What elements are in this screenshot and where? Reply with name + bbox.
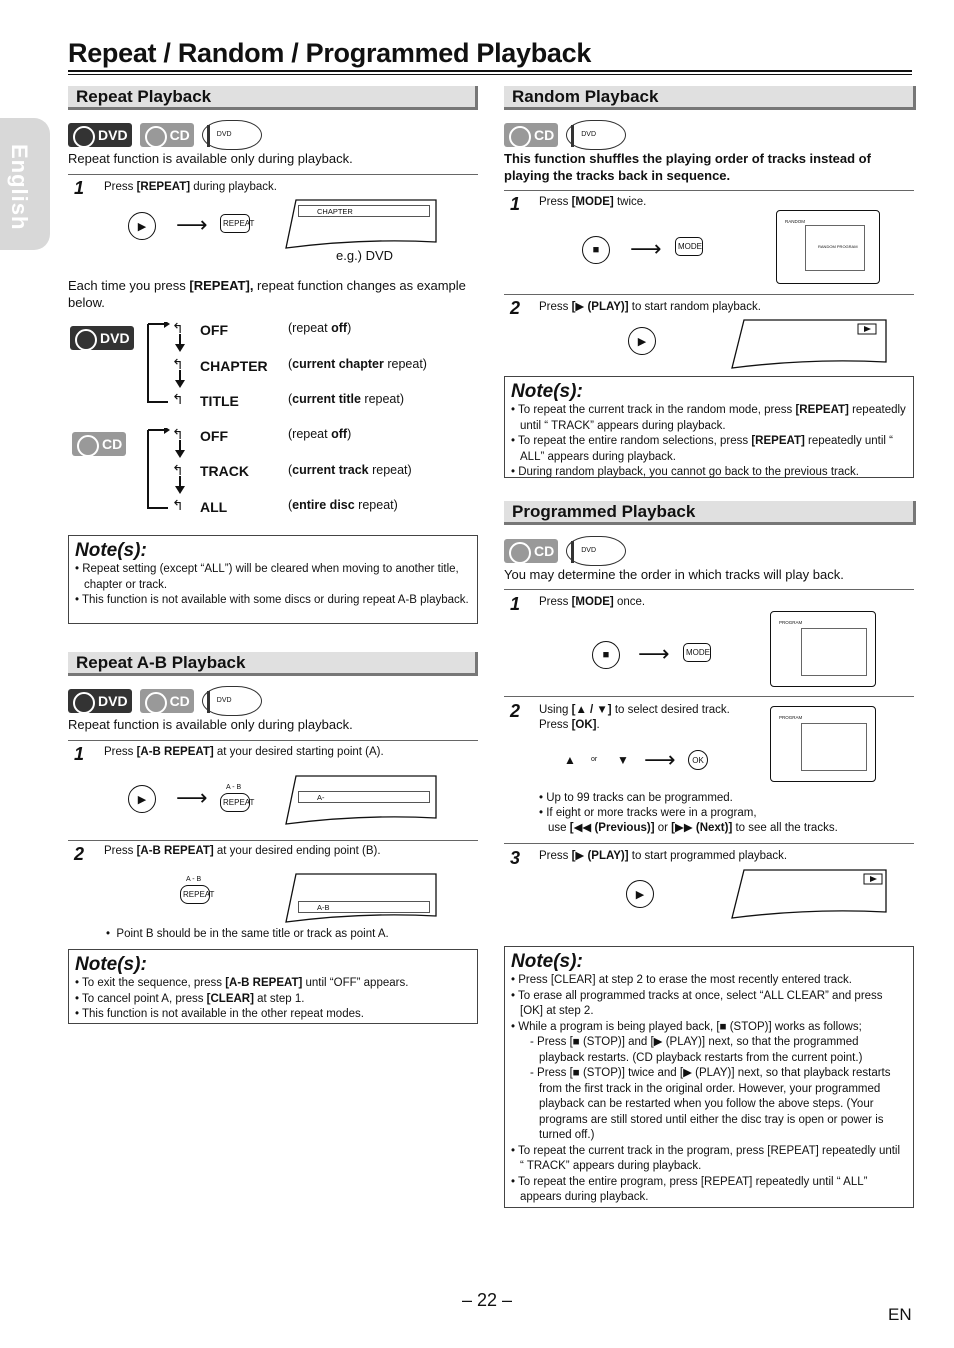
arrow-right-icon: ⟶ xyxy=(644,747,676,772)
note-item: • Press [CLEAR] at step 2 to erase the most recently entered track. xyxy=(511,974,852,986)
disc-tray-icon: DVD xyxy=(566,120,626,150)
tv-screen-icon xyxy=(730,318,890,370)
repeat-step1-text: Press [REPEAT] during playback. xyxy=(104,181,277,193)
program-step1-text: Press [MODE] once. xyxy=(539,596,646,608)
random-intro: This function shuffles the playing order of tracks instead of playing the tracks back in sequence. xyxy=(504,151,871,183)
step-number: 2 xyxy=(510,298,521,318)
note-item: • To repeat the current track in the random mode, press [REPEAT] repeatedly until “ TRACK” appears during playback. xyxy=(511,404,906,432)
program-step3-text: Press [▶ (PLAY)] to start programmed playback. xyxy=(539,850,788,862)
step-number: 2 xyxy=(510,701,521,721)
note-item: • To exit the sequence, press [A-B REPEAT] until “OFF” appears. xyxy=(75,977,409,989)
osd-ab-indicator: A- xyxy=(298,791,430,803)
note-item: • To cancel point A, press [CLEAR] at step 1. xyxy=(75,992,305,1005)
seq-label: OFF xyxy=(200,322,228,338)
note-item: • To repeat the entire random selections, press [REPEAT] repeatedly until “ ALL” appears during playback. xyxy=(511,435,894,463)
section-heading-program: Programmed Playback xyxy=(504,501,916,525)
seq-label: TITLE xyxy=(200,393,239,409)
repeat-icon: ↰ xyxy=(172,356,184,372)
ok-key: OK xyxy=(688,750,708,770)
divider xyxy=(68,740,478,741)
note-item: • To erase all programmed tracks at once, select “ALL CLEAR” and press [OK] at step 2. xyxy=(511,989,883,1017)
ab-key-top-label: A - B xyxy=(186,876,202,883)
note-item: • During random playback, you cannot go back to the previous track. xyxy=(511,466,859,478)
example-label: e.g.) DVD xyxy=(336,248,394,263)
tv-screen-icon xyxy=(284,872,438,924)
random-tv-screen xyxy=(776,210,880,284)
title-rule xyxy=(68,70,912,72)
ab-step2-text: Press [A-B REPEAT] at your desired ending point (B). xyxy=(104,845,381,857)
divider xyxy=(68,174,478,175)
note-subitem: - Press [■ (STOP)] and [▶ (PLAY)] next, so that the programmed playback restarts. (CD playback restarts from the current point.) xyxy=(530,1036,863,1064)
repeat-icon: ↰ xyxy=(172,426,184,442)
ab-notes-box xyxy=(68,949,478,1024)
tv-title: PROGRAM xyxy=(779,620,803,625)
play-button-icon: ▶ xyxy=(628,327,656,355)
step-number: 1 xyxy=(510,194,521,214)
arrow-right-icon: ⟶ xyxy=(638,641,670,666)
divider xyxy=(504,190,914,191)
media-badges xyxy=(504,536,626,566)
note-item: • To repeat the entire program, press [REPEAT] repeatedly until “ ALL” appears during playback. xyxy=(511,1175,868,1203)
seq-label: OFF xyxy=(200,428,228,444)
step-number: 3 xyxy=(510,848,521,868)
play-button-icon: ▶ xyxy=(626,880,654,908)
note-item: • While a program is being played back, [■ (STOP)] works as follows; xyxy=(511,1020,862,1033)
section-heading-ab: Repeat A-B Playback xyxy=(68,652,478,676)
ab-key-top-label: A - B xyxy=(226,784,242,791)
repeat-intro: Repeat function is available only during playback. xyxy=(68,151,353,166)
note-title: Note(s): xyxy=(75,954,147,975)
divider xyxy=(504,294,914,295)
step-number: 1 xyxy=(74,744,85,764)
divider xyxy=(504,589,914,590)
cd-badge: CD xyxy=(504,539,558,563)
random-notes-box xyxy=(504,376,914,478)
ab-intro: Repeat function is available only during playback. xyxy=(68,717,353,732)
cd-badge: CD xyxy=(504,123,558,147)
note-list xyxy=(75,976,471,1023)
up-arrow-icon: ▲ xyxy=(564,753,576,767)
mode-key: MODE xyxy=(675,237,703,256)
note-item: • This function is not available with some discs or during repeat A-B playback. xyxy=(75,594,469,606)
media-badges xyxy=(68,686,262,716)
divider xyxy=(68,840,478,841)
tv-title: RANDOM xyxy=(785,219,805,224)
language-side-tab xyxy=(0,118,50,250)
ab-bullet: • Point B should be in the same title or track as point A. xyxy=(106,928,389,940)
arrow-right-icon: ⟶ xyxy=(630,236,662,261)
tv-title: PROGRAM xyxy=(779,715,803,720)
note-title: Note(s): xyxy=(75,540,147,561)
media-badges xyxy=(68,120,262,150)
note-item: • This function is not available in the other repeat modes. xyxy=(75,1008,364,1020)
section-heading-random: Random Playback xyxy=(504,86,916,110)
seq-desc: (current chapter repeat) xyxy=(288,357,427,371)
stop-button-icon: ■ xyxy=(592,641,620,669)
repeat-key: REPEAT xyxy=(220,214,250,233)
cd-sequence-badge xyxy=(72,432,126,456)
ab-repeat-key: REPEAT xyxy=(220,793,250,812)
arrow-right-icon: ⟶ xyxy=(176,212,208,237)
program-bullets xyxy=(539,791,899,836)
disc-tray-icon: DVD xyxy=(202,120,262,150)
cd-badge: CD xyxy=(140,123,194,147)
repeat-icon: ↰ xyxy=(172,391,184,407)
stop-button-icon: ■ xyxy=(582,236,610,264)
note-title: Note(s): xyxy=(511,951,583,972)
language-code: EN xyxy=(888,1305,912,1324)
disc-tray-icon: DVD xyxy=(202,686,262,716)
play-button-icon: ▶ xyxy=(128,785,156,813)
program-tv-screen xyxy=(770,706,876,782)
seq-label: CHAPTER xyxy=(200,358,268,374)
language-side-tab-label: English xyxy=(7,144,32,231)
seq-desc: (current track repeat) xyxy=(288,463,412,477)
or-label: or xyxy=(591,756,598,763)
page-number: – 22 – xyxy=(462,1290,513,1310)
note-subitem: - Press [■ (STOP)] twice and [▶ (PLAY)] next, so that playback restarts from the first track in the original order. However, your programmed playback can be restarted when you follow the above steps. (Your programs are still stored until either the disc tray is open or power is turned off.) xyxy=(530,1067,891,1141)
repeat-icon: ↰ xyxy=(172,320,184,336)
note-title: Note(s): xyxy=(511,381,583,402)
ab-step1-text: Press [A-B REPEAT] at your desired starting point (A). xyxy=(104,746,384,758)
arrow-right-icon: ⟶ xyxy=(176,785,208,810)
cd-badge: CD xyxy=(72,432,126,456)
program-intro: You may determine the order in which tracks will play back. xyxy=(504,567,844,582)
step-number: 2 xyxy=(74,844,85,864)
program-notes-box xyxy=(504,946,914,1208)
repeat-notes-box xyxy=(68,535,478,624)
program-tv-screen xyxy=(770,611,876,687)
section-heading-repeat: Repeat Playback xyxy=(68,86,478,110)
osd-repeat-indicator: CHAPTER xyxy=(298,205,430,217)
tv-text: RANDOM PROGRAM xyxy=(818,244,858,249)
cd-badge: CD xyxy=(140,689,194,713)
note-item: • Repeat setting (except “ALL”) will be cleared when moving to another title, chapter or track. xyxy=(75,563,459,591)
mode-key: MODE xyxy=(683,643,711,662)
seq-desc: (repeat off) xyxy=(288,427,352,441)
play-button-icon: ▶ xyxy=(128,212,156,240)
divider xyxy=(504,843,914,844)
seq-desc: (current title repeat) xyxy=(288,392,405,406)
seq-label: ALL xyxy=(200,499,228,515)
dvd-badge: DVD xyxy=(68,123,132,147)
osd-ab-indicator: A-B xyxy=(298,901,430,913)
random-step2-text: Press [▶ (PLAY)] to start random playback. xyxy=(539,301,761,313)
note-item: • To repeat the current track in the program, press [REPEAT] repeatedly until “ TRACK” appears during playback. xyxy=(511,1144,901,1172)
disc-tray-icon: DVD xyxy=(566,536,626,566)
divider xyxy=(504,696,914,697)
seq-desc: (entire disc repeat) xyxy=(288,498,398,512)
dvd-sequence-badge xyxy=(70,326,134,350)
bullet-item: • If eight or more tracks were in a program, xyxy=(539,807,757,819)
repeat-icon: ↰ xyxy=(172,497,184,513)
note-list xyxy=(511,403,907,481)
bullet-item: use [◀◀ (Previous)] or [▶▶ (Next)] to see all the tracks. xyxy=(548,822,838,834)
down-arrow-icon: ▼ xyxy=(617,753,629,767)
page-title: Repeat / Random / Programmed Playback xyxy=(68,38,592,68)
seq-label: TRACK xyxy=(200,463,249,479)
dvd-badge: DVD xyxy=(68,689,132,713)
program-step2-text: Using [▲ / ▼] to select desired track. Press [OK]. xyxy=(539,704,730,731)
random-step1-text: Press [MODE] twice. xyxy=(539,196,647,208)
note-list xyxy=(75,562,471,609)
ab-repeat-key: REPEAT xyxy=(180,885,210,904)
step-number: 1 xyxy=(74,178,85,198)
title-rule-thin xyxy=(68,74,912,75)
note-list xyxy=(511,973,907,1206)
dvd-badge: DVD xyxy=(70,326,134,350)
tv-screen-icon xyxy=(730,868,890,920)
repeat-desc: Each time you press [REPEAT], repeat function changes as example below. xyxy=(68,278,466,310)
seq-desc: (repeat off) xyxy=(288,321,352,335)
repeat-icon: ↰ xyxy=(172,462,184,478)
step-number: 1 xyxy=(510,594,521,614)
bullet-item: • Up to 99 tracks can be programmed. xyxy=(539,792,733,804)
media-badges xyxy=(504,120,626,150)
